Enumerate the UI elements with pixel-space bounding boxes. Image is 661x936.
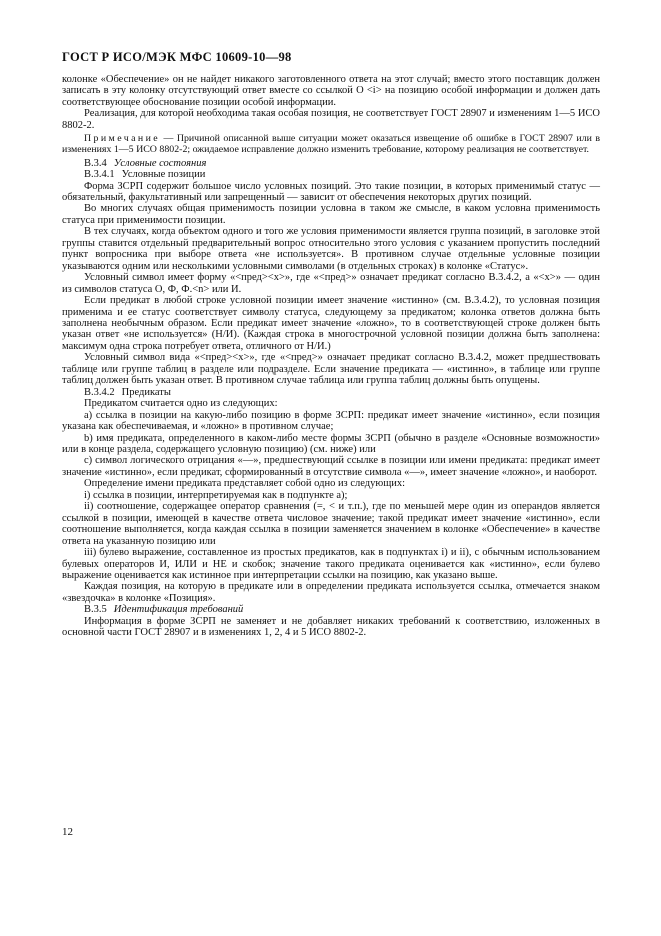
text-segment: Во многих случаях общая применимость позиции условна в таком же смысле, в каком условна применимость статуса при применимости позиции. (62, 203, 600, 226)
text-segment: Условные позиции (121, 169, 206, 181)
text-segment: В.3.5 (84, 604, 107, 616)
paragraph (62, 387, 600, 398)
paragraph (62, 181, 600, 204)
text-segment: Информация в форме ЗСРП не заменяет и не добавляет никаких требований к соответствию, изложенных в основной части ГОСТ 28907 и в изменениях 1, 2, 4 и 5 ИСО 8802-2. (62, 615, 600, 639)
page-number: 12 (62, 826, 73, 838)
document-standard-designation: ГОСТ Р ИСО/МЭК МФС 10609-10—98 (62, 50, 292, 64)
text-segment: c) символ логического отрицания «—», предшествующий ссылке в позиции или имени предиката: предикат имеет значение «истинно», если предикат, сформированный в отсутствие символа «—», имеет значение «ложно», и наоборот. (62, 455, 600, 478)
paragraph (62, 226, 600, 272)
text-segment: Идентификация требований (113, 604, 244, 616)
paragraph (62, 272, 600, 295)
paragraph (62, 547, 600, 581)
paragraph (62, 433, 600, 456)
note-paragraph (62, 134, 600, 155)
paragraph (62, 203, 600, 226)
text-segment: Предикатом считается одно из следующих: (84, 398, 278, 410)
paragraph (62, 352, 600, 386)
text-segment: Примечание (84, 133, 161, 145)
paragraph (62, 169, 600, 180)
text-segment: ii) соотношение, содержащее оператор сравнения (=, < и т.п.), где по меньшей мере один из операндов является ссылкой в позиции, имеющей в качестве ответа числовое значение; такой предикат имеет значение «истинно», если соотношение выполняется, когда каждая ссылка в позиции заменяется значением в колонке «Обеспечение» в качестве ответа на указанную позицию или (62, 501, 600, 547)
paragraph (62, 455, 600, 478)
text-segment: В.3.4.2 (84, 386, 115, 398)
paragraph (62, 490, 600, 501)
text-segment: Предикаты (121, 386, 171, 398)
text-segment: Условный символ имеет форму «<пред><x>», где «<пред>» означает предикат согласно В.3.4.2, а «<x>» — один из символов статуса О, Ф, Ф.<n> или И. (62, 272, 600, 295)
document-body (62, 74, 600, 639)
text-segment: В.3.4.1 (84, 169, 115, 181)
paragraph (62, 158, 600, 169)
text-segment: Определение имени предиката представляет собой одно из следующих: (84, 478, 406, 490)
text-segment: — Причиной описанной выше ситуации может оказаться извещение об ошибке в ГОСТ 28907 или в изменениях 1—5 ИСО 8802-2; ожидаемое исправление должно изменить требование, которому реализация не соответствует. (62, 133, 600, 155)
text-segment: Форма ЗСРП содержит большое число условных позиций. Это такие позиции, в которых применимый статус — обязательный, факультативный или запрещенный — зависит от обеспечения некоторых других позиций. (62, 180, 600, 204)
text-segment: i) ссылка в позиции, интерпретируемая как в подпункте a); (84, 489, 348, 501)
text-segment: колонке «Обеспечение» он не найдет никакого заготовленного ответа на этот случай; вместо этого поставщик должен записать в эту колонку отсутствующий ответ вместе со ссылкой О <i> на позицию особой информации и должен дать соответствующее обоснование позиции особой информации. (62, 74, 600, 108)
paragraph (62, 295, 600, 352)
paragraph (62, 74, 600, 108)
paragraph (62, 478, 600, 489)
paragraph (62, 410, 600, 433)
text-segment: Если предикат в любой строке условной позиции имеет значение «истинно» (см. В.3.4.2), то условная позиция применима и ее статус соответствует символу статуса, следующему за предикатом; колонка ответов должна быть заполнена необычным образом. Если предикат имеет значение «ложно», то в соответствующей строке должен быть указан ответ «не используется» (Н/И). (Каждая строка в многострочной условной позиции должна быть заполнена: максимум одна строка потребует ответа, отличного от Н/И.) (62, 295, 600, 352)
text-segment: b) имя предиката, определенного в каком-либо месте формы ЗСРП (обычно в разделе «Основные возможности» или в конце раздела, содержащего условную позицию) (см. ниже) или (62, 432, 600, 455)
text-segment: iii) булево выражение, составленное из простых предикатов, как в подпунктах i) и ii), с обычным использованием булевых операторов И, ИЛИ и НЕ и скобок; значение такого предиката оценивается как «истинно», если булево выражение оценивается как истинное при интерпретации ссылки на позицию, как указано выше. (62, 547, 600, 581)
text-segment: Каждая позиция, на которую в предикате или в определении предиката используется ссылка, отмечается знаком «звездочка» в колонке «Позиция». (62, 581, 600, 604)
text-segment: Условный символ вида «<пред><x>», где «<пред>» означает предикат согласно В.3.4.2, может предшествовать таблице или группе таблиц в разделе или подразделе. Если значение предиката — «истинно», в таблице или группе таблиц должен быть указан ответ. В противном случае таблица или группа таблиц должны быть опущены. (62, 352, 600, 387)
paragraph (62, 108, 600, 131)
paragraph (62, 604, 600, 615)
text-segment: В.3.4 (84, 157, 107, 169)
paragraph (62, 501, 600, 547)
text-segment: В тех случаях, когда объектом одного и того же условия применимости является группа позиций, в заголовке этой группы ставится отдельный предварительный вопрос относительно этого условия с указанием пропустить последний пункт вопросника при выборе ответа «не используется». В противном случае отдельные условные позиции указываются одним или несколькими условными символами (в отдельных строках) в колонке «Статус». (62, 226, 600, 272)
paragraph (62, 398, 600, 409)
text-segment: a) ссылка в позиции на какую-либо позицию в форме ЗСРП: предикат имеет значение «истинно», если позиция указана как обеспечиваемая, и «ложно» в противном случае; (62, 409, 600, 433)
paragraph (62, 581, 600, 604)
text-segment: Условные состояния (113, 157, 207, 169)
paragraph (62, 616, 600, 639)
text-segment: Реализация, для которой необходима такая особая позиция, не соответствует ГОСТ 28907 и изменениям 1—5 ИСО 8802-2. (62, 108, 600, 131)
